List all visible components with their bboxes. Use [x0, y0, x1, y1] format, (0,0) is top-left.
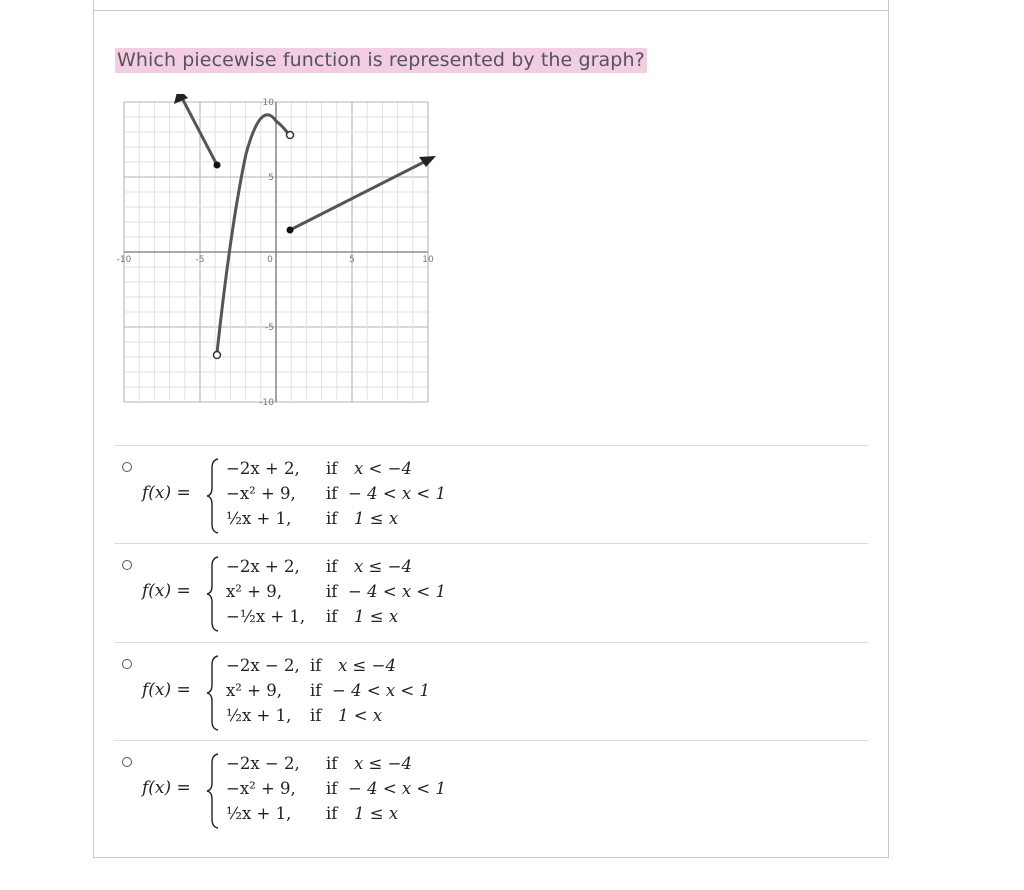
radio-button[interactable]	[122, 560, 132, 570]
case-expression: −2x − 2,	[226, 656, 300, 675]
case-expression: ½x + 1,	[226, 804, 292, 823]
x-tick-label: 10	[422, 255, 434, 265]
x-tick-label: 5	[349, 255, 355, 265]
case-if-keyword: if	[326, 484, 338, 503]
answer-choice-2[interactable]	[114, 543, 868, 642]
open-point-bottom	[214, 352, 221, 359]
case-if-keyword: if	[326, 754, 338, 773]
card-top-bar	[94, 0, 888, 11]
left-brace-icon	[206, 753, 220, 829]
case-if-keyword: if	[326, 804, 338, 823]
case-expression: −½x + 1,	[226, 607, 306, 626]
graph-piece-right-ray	[290, 160, 428, 230]
closed-point-right	[287, 227, 294, 234]
case-expression: x² + 9,	[226, 582, 282, 601]
function-label: f(x) =	[142, 680, 191, 700]
radio-button[interactable]	[122, 462, 132, 472]
function-label: f(x) =	[142, 483, 191, 503]
case-expression: −x² + 9,	[226, 779, 296, 798]
case-condition: − 4 < x < 1	[332, 681, 431, 700]
case-condition: 1 ≤ x	[354, 804, 399, 823]
closed-point-left	[214, 162, 221, 169]
function-label: f(x) =	[142, 581, 191, 601]
case-expression: −2x − 2,	[226, 754, 300, 773]
case-condition: x < −4	[354, 459, 412, 478]
answer-choice-3[interactable]	[114, 642, 868, 741]
answer-choice-1[interactable]	[114, 445, 868, 544]
case-condition: x ≤ −4	[338, 656, 396, 675]
case-expression: −2x + 2,	[226, 557, 300, 576]
case-condition: 1 < x	[338, 706, 383, 725]
case-condition: − 4 < x < 1	[348, 484, 447, 503]
left-brace-icon	[206, 556, 220, 632]
y-tick-label: -10	[259, 398, 274, 408]
case-expression: −x² + 9,	[226, 484, 296, 503]
graph-piece-parabola	[217, 115, 289, 353]
case-if-keyword: if	[310, 706, 322, 725]
function-label: f(x) =	[142, 778, 191, 798]
case-expression: −2x + 2,	[226, 459, 300, 478]
case-expression: x² + 9,	[226, 681, 282, 700]
case-condition: x ≤ −4	[354, 557, 412, 576]
question-card	[93, 0, 889, 858]
answer-choice-4[interactable]	[114, 740, 868, 839]
case-if-keyword: if	[326, 509, 338, 528]
radio-button[interactable]	[122, 757, 132, 767]
case-if-keyword: if	[310, 656, 322, 675]
case-condition: − 4 < x < 1	[348, 779, 447, 798]
left-brace-icon	[206, 458, 220, 534]
x-tick-label: -5	[195, 255, 205, 265]
case-expression: ½x + 1,	[226, 509, 292, 528]
case-if-keyword: if	[326, 557, 338, 576]
y-tick-label: 5	[268, 173, 274, 183]
case-condition: − 4 < x < 1	[348, 582, 447, 601]
left-brace-icon	[206, 655, 220, 731]
x-tick-label: 0	[267, 255, 273, 265]
case-if-keyword: if	[326, 779, 338, 798]
case-condition: x ≤ −4	[354, 754, 412, 773]
case-if-keyword: if	[326, 607, 338, 626]
case-if-keyword: if	[310, 681, 322, 700]
case-if-keyword: if	[326, 459, 338, 478]
y-tick-label: -5	[265, 323, 274, 333]
case-condition: 1 ≤ x	[354, 509, 399, 528]
y-tick-label: 10	[262, 98, 274, 108]
radio-button[interactable]	[122, 659, 132, 669]
case-condition: 1 ≤ x	[354, 607, 399, 626]
question-text: Which piecewise function is represented by the graph?	[117, 49, 645, 71]
case-if-keyword: if	[326, 582, 338, 601]
open-point-top	[287, 132, 294, 139]
case-expression: ½x + 1,	[226, 706, 292, 725]
x-tick-label: -10	[116, 255, 132, 265]
piecewise-graph	[116, 94, 436, 410]
